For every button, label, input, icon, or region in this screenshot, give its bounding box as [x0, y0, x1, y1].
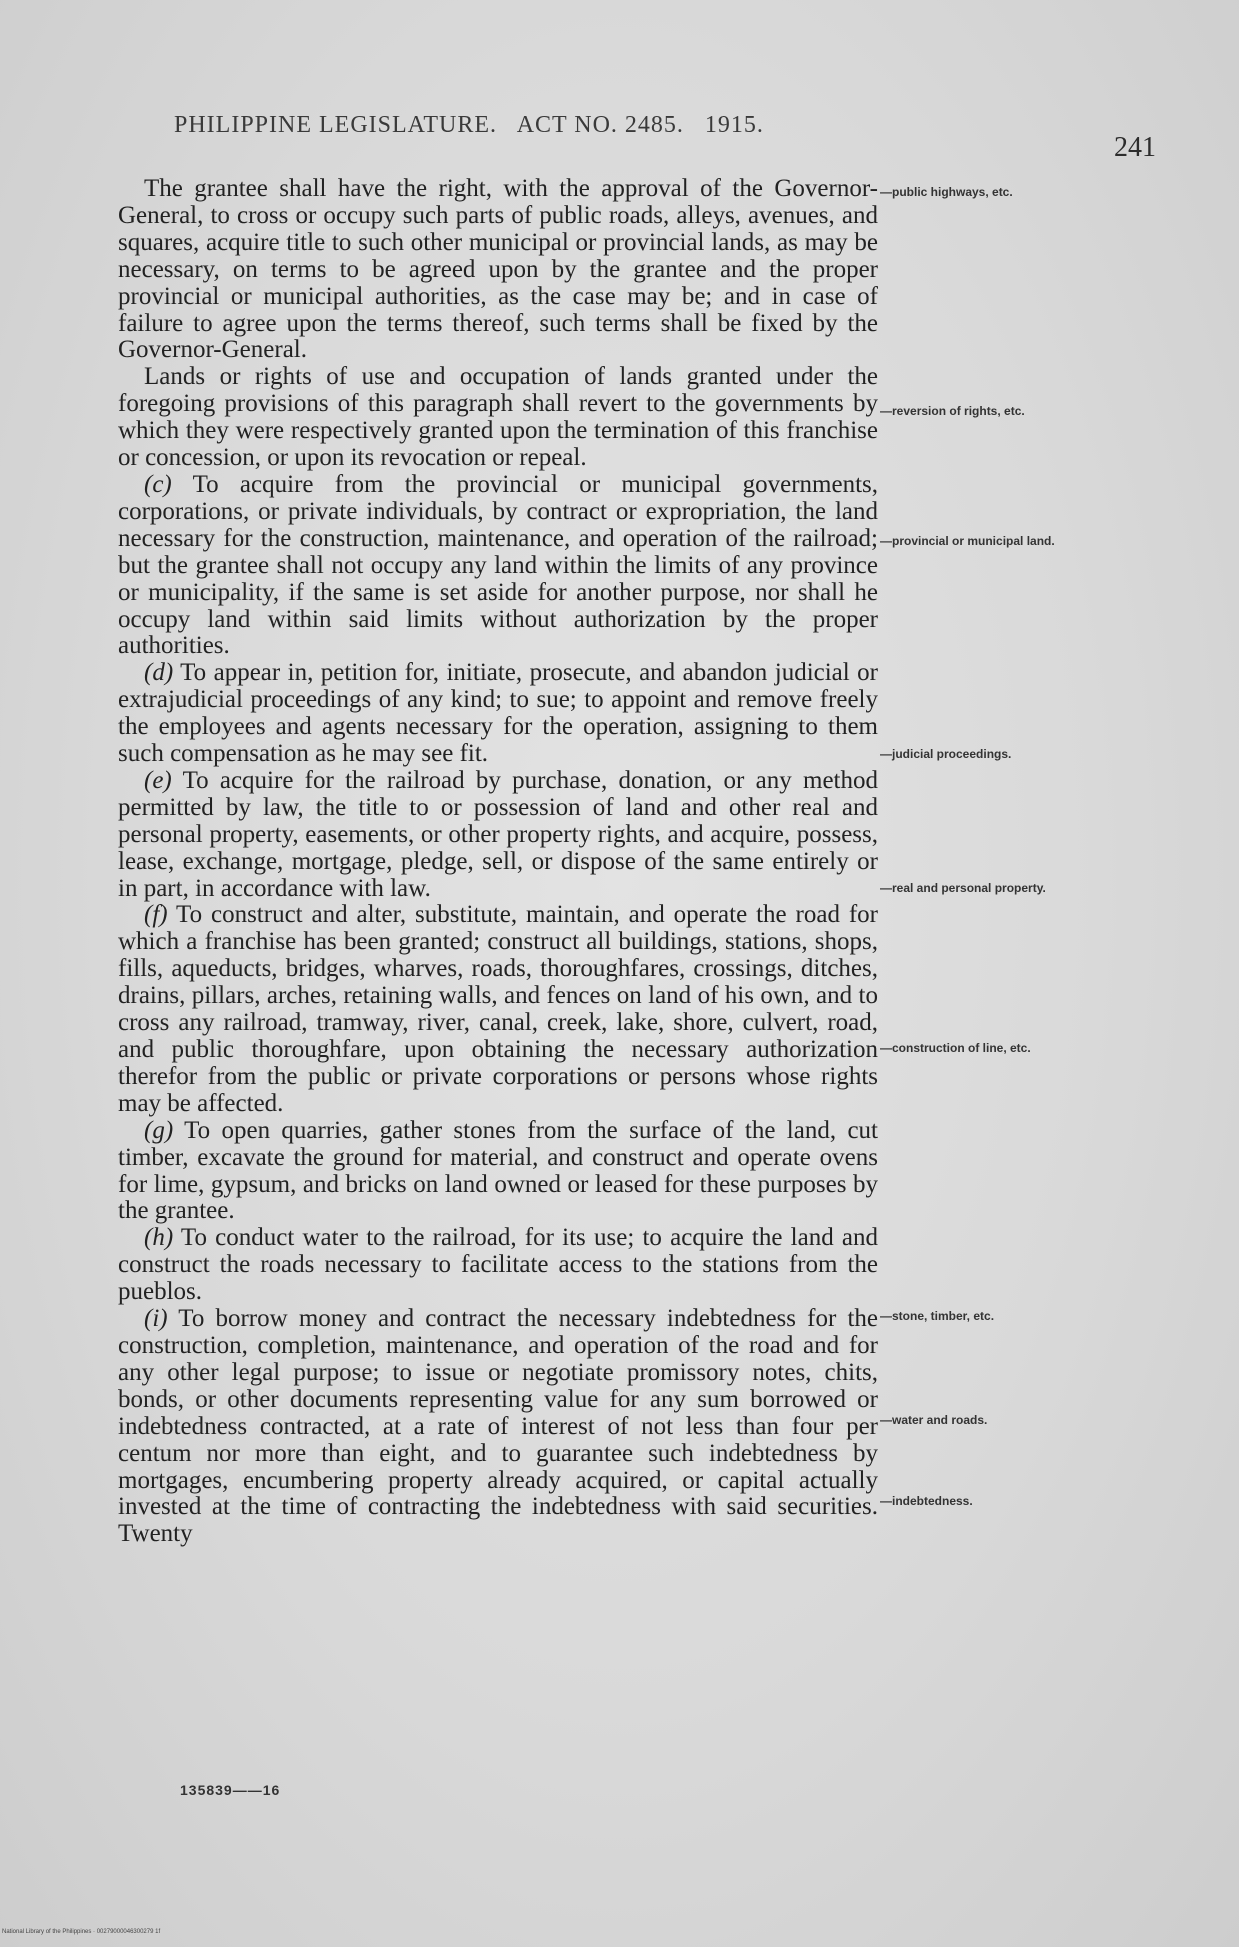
paragraph-c [118, 472, 878, 660]
margin-note-construction: —construction of line, etc. [880, 1041, 1031, 1055]
paragraph-text: To borrow money and contract the necessary indebtedness for the construction, completion, maintenance, and operation of the road and for any other legal purpose; to issue or negotiate promissory notes, chits, bonds, or other documents representing value for any sum borrowed or indebtedness contracted, at a rate of interest of not less than four per centum nor more than eight, and to guarantee such indebtedness by mortgages, encumbering property already acquired, or capital actually invested at the time of contracting the indebtedness with said securities. Twenty [118, 1305, 878, 1548]
paragraph-reversion [118, 364, 878, 472]
paragraph-label: (i) [144, 1305, 168, 1333]
margin-note-highways: —public highways, etc. [880, 185, 1013, 199]
paragraph-text: To construct and alter, substitute, maintain, and operate the road for which a franchise has been granted; construct all buildings, stations, shops, fills, aqueducts, bridges, wharves, roads, thoroughfares, crossings, ditches, drains, pillars, arches, retaining walls, and fences on land of his own, and to cross any railroad, tramway, river, canal, creek, lake, shore, culvert, road, and public thoroughfare, upon obtaining the necessary authorization therefor from the public or private corporations or persons whose rights may be affected. [118, 901, 878, 1117]
paragraph-text: To acquire for the railroad by purchase, donation, or any method permitted by law, the title to or possession of land and other real and personal property, easements, or other property rights, and acquire, possess, lease, exchange, mortgage, pledge, sell, or dispose of the same entirely or in part, in accordance with law. [118, 766, 878, 902]
paragraph-text: The grantee shall have the right, with the approval of the Governor-General, to cross or occupy such parts of public roads, alleys, avenues, and squares, acquire title to such other municipal or provincial lands, as may be necessary, on terms to be agreed upon by the grantee and the proper provincial or municipal authorities, as the case may be; and in case of failure to agree upon the terms thereof, such terms shall be fixed by the Governor-General. [118, 175, 878, 364]
margin-note-stone-timber: —stone, timber, etc. [880, 1309, 995, 1323]
paragraph-label: (c) [144, 470, 172, 498]
paragraph-text: To conduct water to the railroad, for its use; to acquire the land and construct the roads necessary to facilitate access to the stations from the pueblos. [118, 1224, 878, 1306]
paragraph-label: (g) [144, 1116, 174, 1144]
paragraph-text: To open quarries, gather stones from the surface of the land, cut timber, excavate the ground for material, and construct and operate ovens for lime, gypsum, and bricks on land owned or leased for these purposes by the grantee. [118, 1116, 878, 1225]
body-text [118, 176, 878, 1548]
margin-note-water-roads: —water and roads. [880, 1413, 988, 1427]
paragraph-g [118, 1118, 878, 1226]
margin-note-indebtedness: —indebtedness. [880, 1494, 973, 1508]
paragraph-label: (d) [144, 659, 174, 687]
printer-signature: 135839——16 [180, 1782, 281, 1798]
margin-note-provincial-land: —provincial or municipal land. [880, 534, 1055, 548]
header-act: ACT NO. 2485. [516, 112, 684, 138]
paragraph-d [118, 660, 878, 768]
paragraph-i [118, 1306, 878, 1548]
running-header [174, 112, 778, 139]
page-number: 241 [1114, 132, 1156, 163]
header-title: PHILIPPINE LEGISLATURE. [174, 112, 497, 138]
library-mark: National Library of the Philippines · 00279000046300279 1f [2, 1929, 161, 1935]
header-year: 1915. [704, 112, 764, 138]
paragraph-h [118, 1225, 878, 1306]
paragraph-label: (h) [144, 1224, 174, 1252]
margin-note-property: —real and personal property. [880, 881, 1046, 895]
paragraph-f [118, 902, 878, 1117]
paragraph-text: To acquire from the provincial or municipal governments, corporations, or private individuals, by contract or expropriation, the land necessary for the construction, maintenance, and operation of the railroad; but the grantee shall not occupy any land within the limits of any province or municipality, if the same is set aside for another purpose, nor shall he occupy land within said limits without authorization by the proper authorities. [118, 470, 878, 660]
paragraph-highways [118, 176, 878, 364]
paragraph-text: To appear in, petition for, initiate, prosecute, and abandon judicial or extrajudicial proceedings of any kind; to sue; to appoint and remove freely the employees and agents necessary for the operation, assigning to them such compensation as he may see fit. [118, 659, 878, 768]
paragraph-text: Lands or rights of use and occupation of lands granted under the foregoing provisions of this paragraph shall revert to the governments by which they were respectively granted upon the termination of this franchise or concession, or upon its revocation or repeal. [118, 363, 878, 472]
paragraph-e [118, 768, 878, 903]
paragraph-label: (e) [144, 766, 172, 794]
margin-note-judicial: —judicial proceedings. [880, 747, 1012, 761]
paragraph-label: (f) [144, 901, 168, 929]
margin-note-reversion: —reversion of rights, etc. [880, 404, 1025, 418]
